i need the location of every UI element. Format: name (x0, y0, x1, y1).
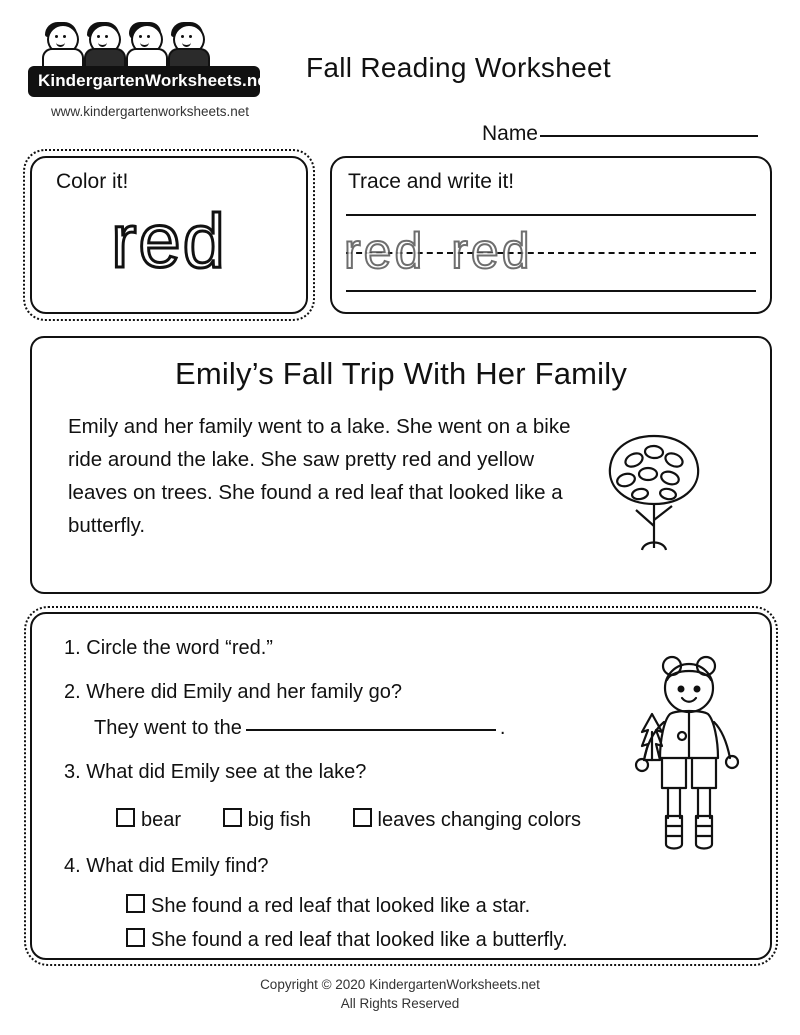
story-title: Emily’s Fall Trip With Her Family (174, 356, 628, 391)
story-paragraph: Emily and her family went to a lake. She went on a bike ride around the lake. She saw pretty red and yellow leaves on trees. She found a red leaf that looked like a butterfly. (68, 415, 571, 537)
kid-figure (80, 22, 126, 66)
question-3 (64, 758, 366, 786)
kid-figure (38, 22, 84, 66)
question-4 (64, 852, 269, 880)
trace-label: Trace and write it! (348, 170, 515, 193)
checkbox-icon[interactable] (126, 928, 145, 947)
question-2-answer-suffix: . (499, 717, 506, 739)
footer (0, 975, 800, 1013)
story-box (30, 336, 772, 594)
checkbox-icon[interactable] (353, 808, 372, 827)
question-1-text: Circle the word “red.” (86, 637, 273, 659)
site-logo[interactable] (28, 22, 278, 119)
option-label: leaves changing colors (377, 809, 581, 831)
option-label: big fish (247, 809, 311, 831)
question-2-answer-line[interactable] (94, 714, 505, 742)
kid-figure (122, 22, 168, 66)
question-4-text: What did Emily find? (86, 855, 269, 877)
tree-icon (574, 408, 734, 568)
page-title: Fall Reading Worksheet (306, 52, 611, 83)
logo-text-secondary: Worksheets.net (145, 71, 273, 90)
girl-with-leaf-icon (602, 648, 752, 866)
name-write-line[interactable] (540, 134, 758, 137)
question-2-answer-prefix: They went to the (94, 717, 242, 739)
option-label: She found a red leaf that looked like a butterfly. (151, 929, 568, 951)
header (28, 22, 772, 145)
question-1 (64, 634, 273, 662)
checkbox-icon[interactable] (223, 808, 242, 827)
trace-words[interactable] (344, 222, 559, 280)
name-label: Name (481, 122, 538, 145)
color-it-label: Color it! (56, 170, 129, 193)
questions-box (30, 612, 772, 960)
trace-word-1: red (344, 223, 426, 279)
trace-and-write-box (330, 156, 772, 314)
answer-blank[interactable] (246, 728, 496, 731)
option-label: bear (141, 809, 182, 831)
rule-line-bottom (346, 290, 756, 292)
question-2-number: 2. (64, 681, 81, 703)
question-1-number: 1. (64, 637, 81, 659)
logo-text-primary: Kindergarten (38, 71, 145, 90)
option-bear[interactable] (116, 806, 181, 834)
kids-illustration-icon (38, 22, 268, 66)
color-word-outline: red (111, 199, 227, 284)
site-url: www.kindergartenworksheets.net (50, 104, 250, 119)
question-2-text: Where did Emily and her family go? (86, 681, 402, 703)
question-4-number: 4. (64, 855, 81, 877)
question-3-text: What did Emily see at the lake? (86, 761, 367, 783)
checkbox-icon[interactable] (116, 808, 135, 827)
option-big-fish[interactable] (223, 806, 311, 834)
footer-copyright: Copyright © 2020 KindergartenWorksheets.net (260, 977, 540, 992)
option-butterfly-leaf[interactable] (126, 926, 568, 954)
footer-rights: All Rights Reserved (340, 996, 460, 1011)
question-2 (64, 678, 402, 706)
checkbox-icon[interactable] (126, 894, 145, 913)
name-field[interactable] (482, 122, 758, 146)
trace-word-2: red (451, 223, 533, 279)
color-it-box (30, 156, 308, 314)
option-star-leaf[interactable] (126, 892, 530, 920)
option-leaves-changing-colors[interactable] (353, 806, 581, 834)
logo-wordmark (28, 66, 273, 97)
option-label: She found a red leaf that looked like a star. (151, 895, 531, 917)
rule-line-top (346, 214, 756, 216)
question-3-number: 3. (64, 761, 81, 783)
kid-figure (164, 22, 210, 66)
